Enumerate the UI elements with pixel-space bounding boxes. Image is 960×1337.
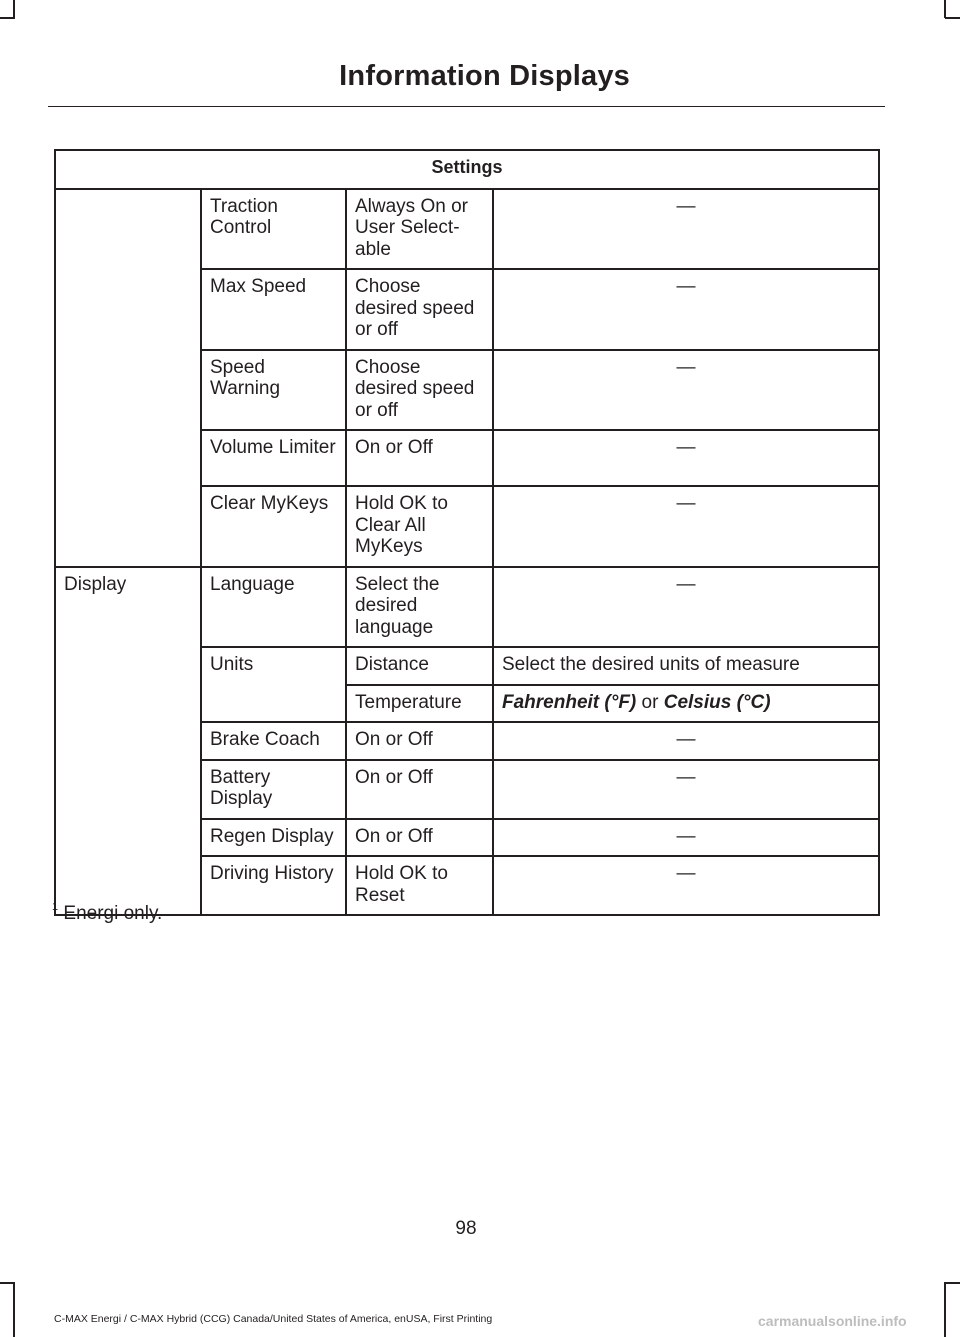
table-cell: Regen Display	[201, 819, 346, 857]
title-rule	[48, 106, 885, 107]
table-cell: Temperature	[346, 685, 493, 723]
page-title: Information Displays	[339, 60, 630, 92]
table-cell: Choose desired speed or off	[346, 350, 493, 431]
table-cell: —	[493, 350, 879, 431]
watermark: carmanualsonline.info	[758, 1313, 907, 1329]
table-cell: Hold OK to Reset	[346, 856, 493, 915]
crop-mark	[13, 0, 15, 18]
crop-mark	[944, 0, 946, 18]
crop-mark	[13, 1282, 15, 1337]
table-cell: —	[493, 819, 879, 857]
table-cell: On or Off	[346, 760, 493, 819]
table-row	[55, 189, 879, 270]
celsius-option: Celsius (°C)	[663, 691, 771, 713]
table-cell: Select the desired language	[346, 567, 493, 648]
table-cell: Display	[55, 567, 201, 916]
table-cell: —	[493, 760, 879, 819]
table-cell	[55, 189, 201, 567]
settings-table	[54, 149, 880, 916]
table-cell: Select the desired units of measure	[493, 647, 879, 685]
crop-mark	[945, 1282, 960, 1284]
table-cell: On or Off	[346, 819, 493, 857]
or-text: or	[636, 691, 664, 713]
table-cell: Traction Control	[201, 189, 346, 270]
table-cell: Max Speed	[201, 269, 346, 350]
table-cell: Choose desired speed or off	[346, 269, 493, 350]
fahrenheit-option: Fahrenheit (°F)	[502, 691, 637, 713]
table-cell: Battery Display	[201, 760, 346, 819]
table-cell: Brake Coach	[201, 722, 346, 760]
footnote	[52, 903, 162, 925]
table-cell: Clear MyKeys	[201, 486, 346, 567]
table-cell: On or Off	[346, 430, 493, 486]
table-cell: On or Off	[346, 722, 493, 760]
table-row	[55, 567, 879, 648]
footer-text: C-MAX Energi / C-MAX Hybrid (CCG) Canada/United States of America, enUSA, First Printing	[54, 1313, 493, 1325]
footnote-text: Energi only.	[58, 903, 163, 924]
table-cell: —	[493, 722, 879, 760]
crop-mark	[944, 1282, 946, 1337]
table-cell	[493, 685, 879, 723]
table-cell: —	[493, 189, 879, 270]
table-cell: Distance	[346, 647, 493, 685]
table-cell: —	[493, 486, 879, 567]
table-cell: Always On or User Select-able	[346, 189, 493, 270]
crop-mark	[0, 17, 15, 19]
table-cell: Units	[201, 647, 346, 722]
table-cell: —	[493, 269, 879, 350]
table-cell: Driving History	[201, 856, 346, 915]
crop-mark	[0, 1282, 15, 1284]
footnote-marker: 1	[52, 901, 59, 913]
table-cell: Hold OK to Clear All MyKeys	[346, 486, 493, 567]
crop-mark	[945, 17, 960, 19]
table-cell: Speed Warning	[201, 350, 346, 431]
table-cell: Volume Limiter	[201, 430, 346, 486]
table-cell: Language	[201, 567, 346, 648]
page-number: 98	[455, 1218, 477, 1239]
table-cell: —	[493, 856, 879, 915]
table-caption: Settings	[55, 150, 879, 189]
table-cell: —	[493, 567, 879, 648]
table-cell: —	[493, 430, 879, 486]
